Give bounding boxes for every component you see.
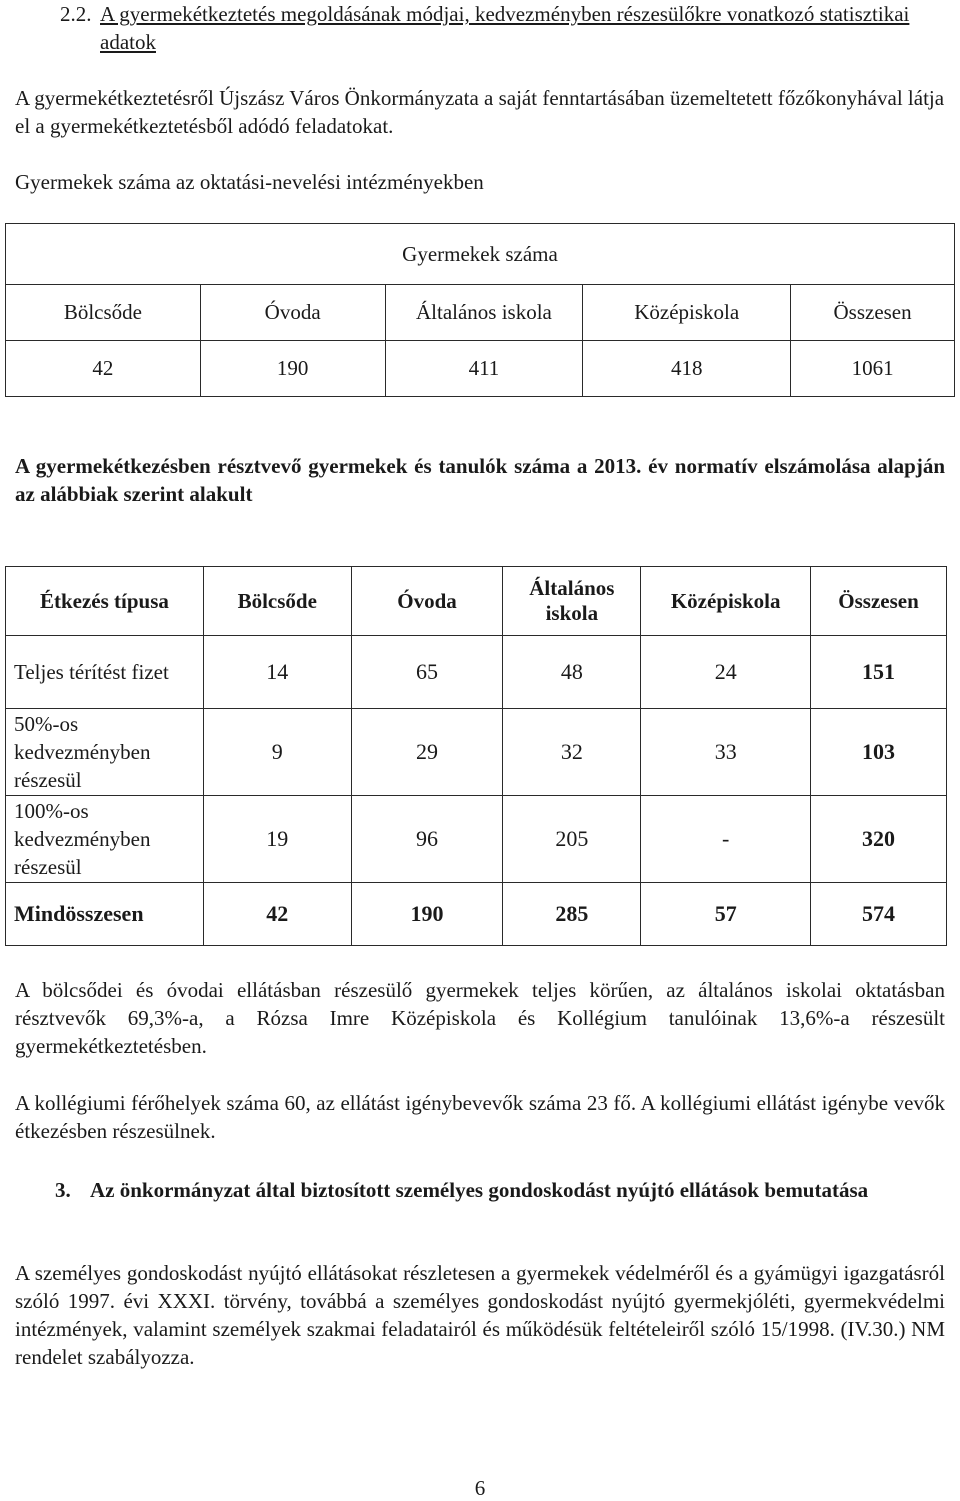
table-cell: 285 (503, 883, 641, 946)
column-header: Bölcsőde (6, 285, 201, 341)
table-total-row (6, 883, 947, 946)
table-cell: 29 (351, 709, 503, 796)
row-label: 50%-os kedvezményben részesül (6, 709, 204, 796)
column-header: Általános iskola (503, 567, 641, 636)
table-cell: 65 (351, 636, 503, 709)
row-label: 100%-os kedvezményben részesül (6, 796, 204, 883)
table-cell: 190 (200, 341, 385, 397)
table-cell: 19 (203, 796, 351, 883)
table-row (6, 796, 947, 883)
table-cell: 42 (203, 883, 351, 946)
table-cell-total: 103 (811, 709, 947, 796)
table-cell: 32 (503, 709, 641, 796)
table-cell: 574 (811, 883, 947, 946)
column-header: Összesen (791, 285, 955, 341)
table-cell: 1061 (791, 341, 955, 397)
column-header: Óvoda (200, 285, 385, 341)
table-cell: 411 (385, 341, 583, 397)
table-cell: 14 (203, 636, 351, 709)
table-row (6, 285, 955, 341)
table-cell: 48 (503, 636, 641, 709)
table-cell: 190 (351, 883, 503, 946)
table-cell: 205 (503, 796, 641, 883)
table-header-row (6, 224, 955, 285)
meal-benefit-table (5, 566, 947, 946)
column-header: Bölcsőde (203, 567, 351, 636)
table-header-row (6, 567, 947, 636)
section-title: A gyermekétkeztetés megoldásának módjai, kedvezményben részesülőkre vonatkozó statisztikai adatok (100, 2, 910, 54)
table-cell: - (641, 796, 811, 883)
children-count-table (5, 223, 955, 397)
table-row (6, 709, 947, 796)
paragraph-participation: A bölcsődei és óvodai ellátásban részesülő gyermekek teljes körűen, az általános iskolai oktatásban résztvevők 69,3%-a, a Rózsa Imre Középiskola és Kollégium tanulóinak 13,6%-a részesült gyermekétkeztetésben. (15, 978, 945, 1058)
column-header: Összesen (811, 567, 947, 636)
table-cell: 96 (351, 796, 503, 883)
table2-intro: A gyermekétkezésben résztvevő gyermekek és tanulók száma a 2013. év normatív elszámolása alapján az alábbiak szerint alakult (15, 454, 945, 506)
section-title: Az önkormányzat által biztosított személyes gondoskodást nyújtó ellátások bemutatása (90, 1178, 869, 1202)
table-row (6, 636, 947, 709)
column-header: Középiskola (583, 285, 791, 341)
column-header: Óvoda (351, 567, 503, 636)
table-cell: 24 (641, 636, 811, 709)
table-cell-total: 151 (811, 636, 947, 709)
paragraph-college: A kollégiumi férőhelyek száma 60, az ellátást igénybevevők száma 23 fő. A kollégiumi ellátást igénybe vevők étkezésben részesülnek. (15, 1091, 945, 1143)
page-number: 6 (474, 1476, 486, 1500)
table-cell: 418 (583, 341, 791, 397)
column-header: Általános iskola (385, 285, 583, 341)
row-label: Teljes térítést fizet (6, 636, 204, 709)
table-cell: 42 (6, 341, 201, 397)
table1-caption: Gyermekek száma az oktatási-nevelési intézményekben (15, 170, 484, 194)
column-header: Középiskola (641, 567, 811, 636)
table-row (6, 341, 955, 397)
table-cell: 9 (203, 709, 351, 796)
column-header: Étkezés típusa (6, 567, 204, 636)
section-number: 3. (55, 1178, 71, 1202)
section-number: 2.2. (60, 2, 92, 26)
paragraph-section-3: A személyes gondoskodást nyújtó ellátásokat részletesen a gyermekek védelméről és a gyámügyi igazgatásról szóló 1997. évi XXXI. törvény, továbbá a személyes gondoskodást nyújtó gyermekjóléti, gyermekvédelmi intézmények, valamint személyek szakmai feladatairól és működésük feltételeiről szóló 15/1998. (IV.30.) NM rendelet szabályozza. (15, 1261, 945, 1369)
table-cell-total: 320 (811, 796, 947, 883)
table-cell: 33 (641, 709, 811, 796)
intro-paragraph: A gyermekétkeztetésről Újszász Város Önkormányzata a saját fenntartásában üzemeltetett főzőkonyhával látja el a gyermekétkeztetésből adódó feladatokat. (15, 86, 945, 138)
table-cell: 57 (641, 883, 811, 946)
row-label: Mindösszesen (6, 883, 204, 946)
table-header-span: Gyermekek száma (6, 224, 955, 285)
